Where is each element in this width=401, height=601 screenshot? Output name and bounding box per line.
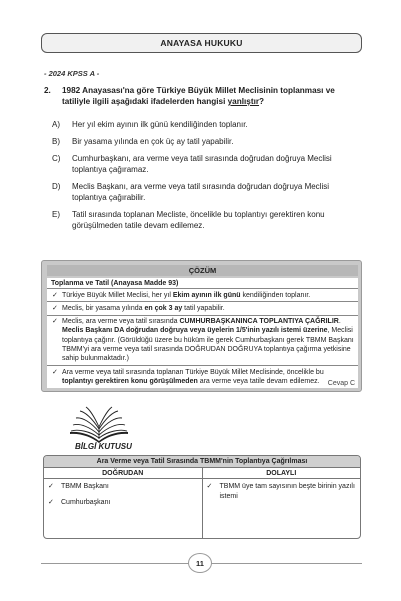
option-e <box>52 209 362 231</box>
emphasis-text: Ekim ayının ilk günü <box>172 291 241 299</box>
info-table-header <box>44 468 360 479</box>
check-icon: ✓ <box>52 291 58 299</box>
option-a <box>52 119 362 130</box>
open-book-icon <box>68 405 130 443</box>
option-letter: E) <box>52 210 60 219</box>
option-text: Bir yasama yılında en çok üç ay tatil yapabilir. <box>72 137 234 146</box>
emphasis-text: CUMHURBAŞKANINCA TOPLANTIYA ÇAĞRILIR <box>179 318 339 326</box>
check-icon: ✓ <box>52 318 58 326</box>
check-icon: ✓ <box>52 304 58 312</box>
answer-key: Cevap C <box>327 380 355 387</box>
solution-subtitle: Toplanma ve Tatil (Anayasa Madde 93) <box>47 278 358 289</box>
page-number: 11 <box>188 553 212 573</box>
option-text: Meclis Başkanı, ara verme veya tatil sırasında doğrudan doğruya Meclisi toplantıya çağırabilir. <box>72 182 330 202</box>
option-text: Her yıl ekim ayının ilk günü kendiliğinden toplanır. <box>72 120 248 129</box>
check-icon: ✓ <box>48 498 54 506</box>
solution-box <box>41 260 362 392</box>
info-list-item <box>48 482 199 492</box>
info-table <box>43 455 361 539</box>
info-item-text: TBMM üye tam sayısının beşte birinin yazılı istemi <box>219 483 355 500</box>
indirect-list <box>203 479 361 538</box>
info-list-item <box>48 498 199 508</box>
check-icon: ✓ <box>48 483 54 490</box>
option-d <box>52 181 362 203</box>
option-letter: C) <box>52 154 61 163</box>
header-title: ANAYASA HUKUKU <box>160 38 243 48</box>
solution-text: Türkiye Büyük Millet Meclisi, her yıl <box>62 291 173 299</box>
answer-options <box>52 119 362 237</box>
solution-text: . <box>338 318 341 326</box>
option-c <box>52 153 362 175</box>
solution-text: ara verme veya tatile devam edilemez. <box>197 377 320 385</box>
exam-reference: - 2024 KPSS A - <box>44 69 100 78</box>
emphasis-text: toplantıyı gerektiren konu görüşülmeden <box>62 377 198 385</box>
column-direct: DOĞRUDAN <box>44 468 203 478</box>
question <box>44 85 362 107</box>
info-item-text: Cumhurbaşkanı <box>61 498 111 506</box>
info-item-text: TBMM Başkanı <box>61 483 109 490</box>
info-box-title: BİLGİ KUTUSU <box>75 442 132 451</box>
solution-text: Meclis, bir yasama yılında <box>62 304 145 312</box>
solution-row <box>47 289 358 302</box>
column-indirect: DOLAYLI <box>266 470 297 477</box>
solution-row <box>47 316 358 366</box>
solution-text: Meclis, ara verme veya tatil sırasında <box>62 318 180 326</box>
info-list-item <box>207 482 358 501</box>
info-table-body <box>44 479 360 538</box>
solution-row <box>47 302 358 315</box>
question-text <box>62 85 362 107</box>
info-table-title: Ara Verme veya Tatil Sırasında TBMM'nin Toplantıya Çağrılması <box>44 456 360 468</box>
question-mark: ? <box>259 97 265 106</box>
check-icon: ✓ <box>52 368 58 376</box>
question-number: 2. <box>44 86 51 95</box>
option-letter: D) <box>52 182 61 191</box>
page-header <box>41 33 362 53</box>
check-icon: ✓ <box>206 483 213 490</box>
option-letter: A) <box>52 120 60 129</box>
question-underlined-word: yanlıştır <box>227 97 260 106</box>
solution-footer <box>47 377 358 390</box>
solution-title: ÇÖZÜM <box>47 265 358 276</box>
solution-text: kendiliğinden toplanır. <box>240 291 311 299</box>
option-text: Tatil sırasında toplanan Mecliste, öncelikle bu toplantıyı gerektiren konu görüşülmeden tatile devam edilemez. <box>72 210 325 230</box>
option-b <box>52 136 362 147</box>
option-letter: B) <box>52 137 60 146</box>
solution-text: , Meclisi toplantıya çağırır. (Görüldüğü üzere bu hüküm ile gerek Cumhurbaşkanı gerek TBMM Başkanı TBMM'yi ara verme veya tatil sırasında DOĞRUDAN DOĞRUYA toplantıya çağırma yetkisine sahip bulunmaktadır.) <box>62 327 354 363</box>
question-text-main: 1982 Anayasası'na göre Türkiye Büyük Millet Meclisinin toplanması ve tatiliyle ilgili aşağıdaki ifadelerden hangisi <box>62 86 335 106</box>
solution-content <box>47 278 358 388</box>
emphasis-text: Meclis Başkanı DA doğrudan doğruya veya üyelerin 1/5'inin yazılı istemi üzerine <box>62 327 328 335</box>
solution-text: tatil yapabilir. <box>182 304 225 312</box>
option-text: Cumhurbaşkanı, ara verme veya tatil sırasında doğrudan doğruya Meclisi toplantıya çağıramaz. <box>72 154 332 174</box>
solution-text: Ara verme veya tatil sırasında toplanan Türkiye Büyük Millet Meclisinde, öncelikle bu <box>62 368 324 376</box>
emphasis-text: en çok 3 ay <box>144 304 183 312</box>
direct-list <box>44 479 203 538</box>
solution-rows <box>47 289 358 388</box>
